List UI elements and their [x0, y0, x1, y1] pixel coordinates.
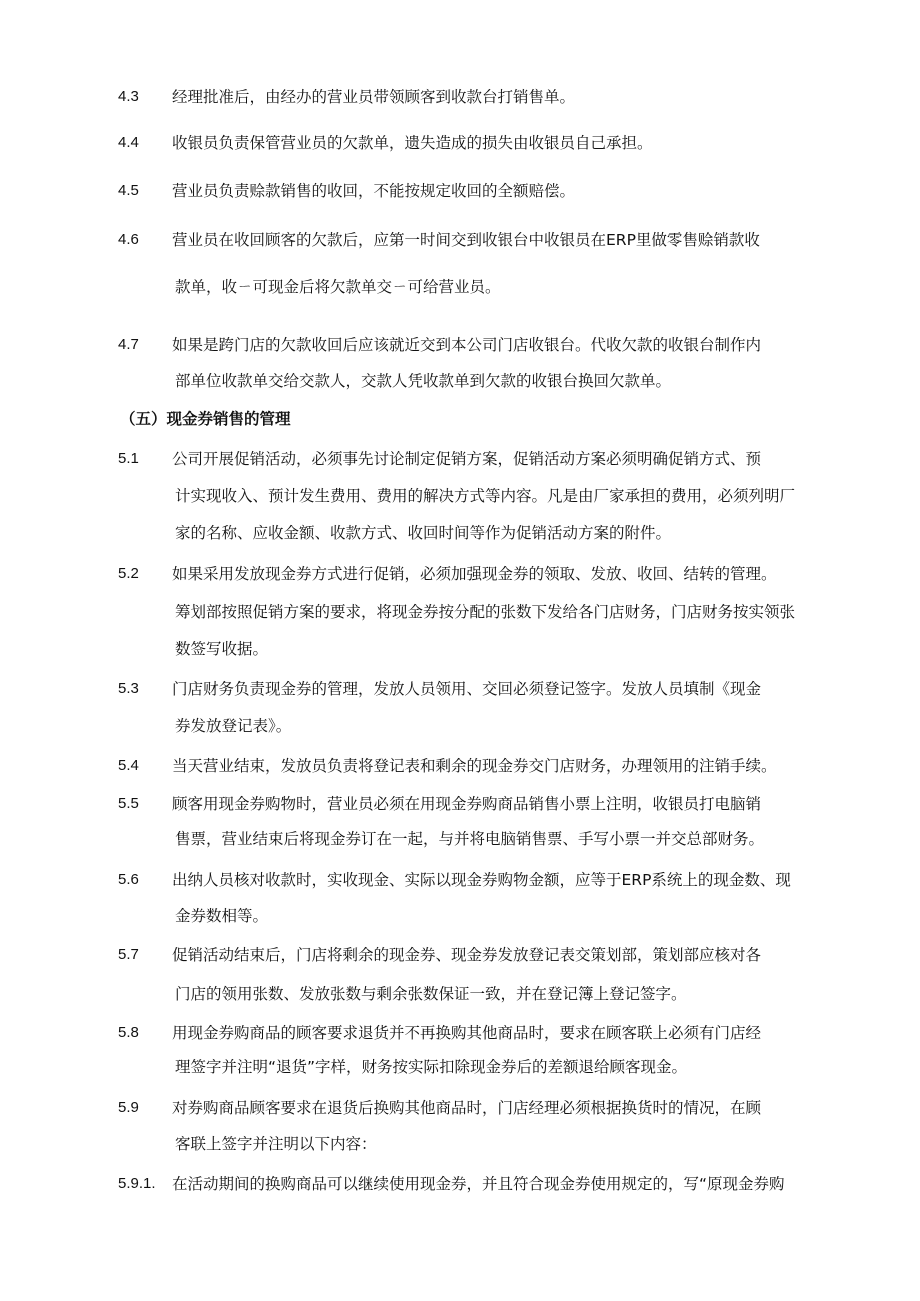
item-text: 如果是跨门店的欠款收回后应该就近交到本公司门店收银台。代收欠款的收银台制作内: [172, 336, 762, 354]
item-number: 5.7: [118, 946, 139, 963]
item-number: 4.5: [118, 182, 139, 199]
item-text: 门店财务负责现金券的管理，发放人员领用、交回必须登记签字。发放人员填制《现金: [172, 680, 762, 698]
item-text-continued: 门店的领用张数、发放张数与剩余张数保证一致，并在登记簿上登记签字。: [175, 985, 687, 1003]
item-text: 营业员负责赊款销售的收回，不能按规定收回的全额赔偿。: [172, 182, 576, 200]
item-number: 5.8: [118, 1024, 139, 1041]
item-text-continued: 数签写收据。: [175, 640, 269, 658]
item-text-continued: 券发放登记表》。: [175, 717, 292, 735]
item-number: 5.6: [118, 871, 139, 888]
item-text: 收银员负责保管营业员的欠款单，遗失造成的损失由收银员自己承担。: [172, 134, 653, 152]
item-text: 营业员在收回顾客的欠款后，应第一时间交到收银台中收银员在ERP里做零售赊销款收: [172, 231, 760, 249]
item-number: 5.9: [118, 1099, 139, 1116]
item-text-continued: 筹划部按照促销方案的要求，将现金券按分配的张数下发给各门店财务，门店财务按实领张: [175, 603, 796, 621]
item-number: 5.9.1.: [118, 1175, 156, 1192]
item-number: 4.7: [118, 336, 139, 353]
item-number: 4.6: [118, 231, 139, 248]
item-text-continued: 家的名称、应收金额、收款方式、收回时间等作为促销活动方案的附件。: [175, 524, 672, 542]
item-text: 在活动期间的换购商品可以继续使用现金券，并且符合现金券使用规定的，写“原现金券购: [172, 1175, 785, 1193]
item-text-continued: 款单，收ㄧ可现金后将欠款单交ㄧ可给营业员。: [175, 278, 501, 296]
item-text: 当天营业结束，发放员负责将登记表和剩余的现金券交门店财务，办理领用的注销手续。: [172, 757, 777, 775]
section-heading: （五）现金券销售的管理: [120, 410, 291, 428]
item-text: 出纳人员核对收款时，实收现金、实际以现金券购物金额，应等于ERP系统上的现金数、现: [172, 871, 791, 889]
item-text: 公司开展促销活动，必须事先讨论制定促销方案，促销活动方案必须明确促销方式、预: [172, 450, 762, 468]
item-text-continued: 理签字并注明“退货”字样，财务按实际扣除现金券后的差额退给顾客现金。: [175, 1058, 688, 1076]
item-text-continued: 金券数相等。: [175, 907, 269, 925]
item-text: 经理批准后，由经办的营业员带领顾客到收款台打销售单。: [172, 88, 576, 106]
item-number: 5.1: [118, 450, 139, 467]
item-number: 4.3: [118, 88, 139, 105]
item-text: 用现金券购商品的顾客要求退货并不再换购其他商品时，要求在顾客联上必须有门店经: [172, 1024, 762, 1042]
item-text-continued: 计实现收入、预计发生费用、费用的解决方式等内容。凡是由厂家承担的费用，必须列明厂: [175, 487, 796, 505]
item-text-continued: 客联上签字并注明以下内容：: [175, 1135, 377, 1153]
item-number: 4.4: [118, 134, 139, 151]
item-text: 如果采用发放现金券方式进行促销，必须加强现金券的领取、发放、收回、结转的管理。: [172, 565, 777, 583]
item-text: 对券购商品顾客要求在退货后换购其他商品时，门店经理必须根据换货时的情况，在顾: [172, 1099, 762, 1117]
item-number: 5.2: [118, 565, 139, 582]
item-text: 顾客用现金券购物时，营业员必须在用现金券购商品销售小票上注明，收银员打电脑销: [172, 795, 762, 813]
item-text-continued: 售票，营业结束后将现金券订在一起，与并将电脑销售票、手写小票一并交总部财务。: [175, 830, 765, 848]
item-text: 促销活动结束后，门店将剩余的现金券、现金券发放登记表交策划部，策划部应核对各: [172, 946, 762, 964]
item-number: 5.4: [118, 757, 139, 774]
item-number: 5.3: [118, 680, 139, 697]
item-text-continued: 部单位收款单交给交款人，交款人凭收款单到欠款的收银台换回欠款单。: [175, 372, 672, 390]
item-number: 5.5: [118, 795, 139, 812]
